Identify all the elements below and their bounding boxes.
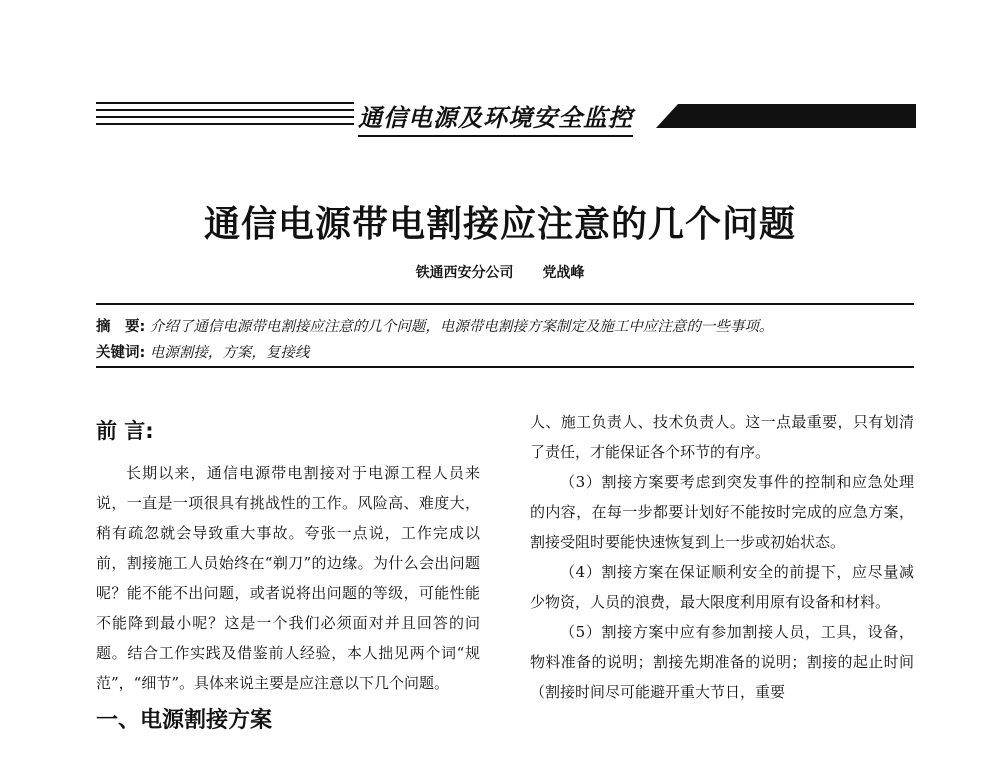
section-banner bbox=[96, 96, 916, 130]
abstract-line bbox=[96, 314, 914, 340]
section-label: 通信电源及环境安全监控 bbox=[358, 98, 633, 133]
keywords-label: 关键词: bbox=[96, 345, 146, 361]
abstract-bottom-rule bbox=[96, 366, 914, 368]
banner-stripes bbox=[96, 102, 354, 126]
keywords-text: 电源割接，方案，复接线 bbox=[149, 345, 310, 361]
preface-paragraph: 长期以来，通信电源带电割接对于电源工程人员来说，一直是一项很具有挑战性的工作。风险高、难度大，稍有疏忽就会导致重大事故。夸张一点说，工作完成以前，割接施工人员始终在“剃刀”的边缘。为什么会出问题呢？能不能不出问题，或者说将出问题的等级，可能性能不能降到最小呢？这是一个我们必须面对并且回答的问题。结合工作实践及借鉴前人经验，本人拙见两个词“规范”，“细节”。具体来说主要是应注意以下几个问题。 bbox=[96, 464, 480, 692]
left-column bbox=[96, 414, 480, 738]
keywords-line bbox=[96, 340, 914, 366]
abstract-label: 摘 要: bbox=[96, 319, 146, 335]
abstract-block bbox=[96, 314, 914, 366]
preface-heading: 前 言: bbox=[96, 419, 154, 443]
abstract-top-rule bbox=[96, 303, 914, 305]
byline bbox=[0, 262, 1000, 282]
right-column bbox=[530, 407, 914, 707]
abstract-text: 介绍了通信电源带电割接应注意的几个问题，电源带电割接方案制定及施工中应注意的一些事项。 bbox=[149, 319, 774, 335]
affiliation: 铁通西安分公司 bbox=[415, 265, 514, 281]
article-title: 通信电源带电割接应注意的几个问题 bbox=[203, 204, 796, 245]
paragraph: （4）割接方案在保证顺利安全的前提下，应尽量减少物资，人员的浪费，最大限度利用原有设备和材料。 bbox=[530, 563, 914, 611]
paragraph: 人、施工负责人、技术负责人。这一点最重要，只有划清了责任，才能保证各个环节的有序。 bbox=[530, 413, 914, 461]
banner-wedge bbox=[656, 104, 916, 128]
paragraph: （3）割接方案要考虑到突发事件的控制和应急处理的内容，在每一步都要计划好不能按时完成的应急方案，割接受阻时要能快速恢复到上一步或初始状态。 bbox=[530, 473, 914, 551]
paragraph: （5）割接方案中应有参加割接人员，工具，设备，物料准备的说明；割接先期准备的说明；割接的起止时间（割接时间尽可能避开重大节日，重要 bbox=[530, 623, 914, 701]
author-name: 党战峰 bbox=[542, 265, 585, 281]
section1-heading: 一、电源割接方案 bbox=[96, 708, 273, 733]
